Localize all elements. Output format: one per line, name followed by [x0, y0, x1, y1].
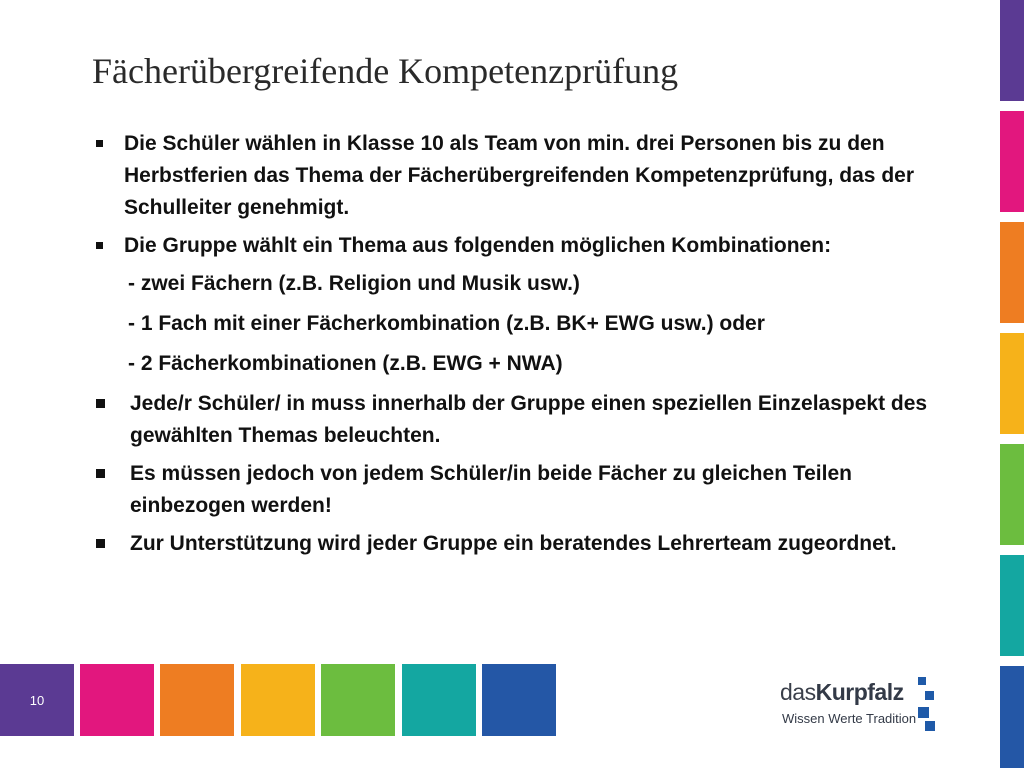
bottom-block-magenta	[80, 664, 154, 736]
kurpfalz-logo	[780, 679, 940, 739]
square-bullet-icon	[96, 469, 105, 478]
sub-item: - zwei Fächern (z.B. Religion und Musik usw.)	[128, 272, 580, 295]
logo-square-icon	[925, 691, 934, 700]
bullet-text: Zur Unterstützung wird jeder Gruppe ein beratendes Lehrerteam zugeordnet.	[130, 532, 897, 555]
bullet-item	[92, 128, 952, 224]
logo-prefix: das	[780, 679, 816, 705]
bottom-block-green	[321, 664, 395, 736]
logo-tagline: Wissen Werte Tradition	[782, 711, 917, 726]
square-bullet-icon	[96, 399, 105, 408]
bullet-item	[92, 388, 952, 452]
bottom-block-orange	[160, 664, 234, 736]
square-bullet-icon	[96, 140, 103, 147]
bullet-text: Es müssen jedoch von jedem Schüler/in beide Fächer zu gleichen Teilen einbezogen werden!	[130, 462, 852, 517]
bullet-item	[92, 458, 952, 522]
logo-square-icon	[918, 677, 926, 685]
logo-name: Kurpfalz	[815, 679, 904, 705]
page-number-text: 10	[29, 692, 45, 708]
logo-wordmark	[780, 679, 904, 706]
bullet-text: Die Schüler wählen in Klasse 10 als Team von min. drei Personen bis zu den Herbstferien das Thema der Fächerübergreifenden Kompetenzprüfung, das der Schulleiter genehmigt.	[124, 132, 914, 219]
bullet-text: Die Gruppe wählt ein Thema aus folgenden möglichen Kombinationen:	[124, 234, 832, 257]
bottom-block-teal	[402, 664, 476, 736]
right-stripe-orange	[1000, 222, 1024, 323]
square-bullet-icon	[96, 539, 105, 548]
sub-item: - 2 Fächerkombinationen (z.B. EWG + NWA)	[128, 352, 563, 375]
bullet-item	[92, 230, 952, 262]
square-bullet-icon	[96, 242, 103, 249]
page-number	[0, 664, 74, 736]
right-stripe-yellow	[1000, 333, 1024, 434]
right-stripe-teal	[1000, 555, 1024, 656]
bottom-block-blue	[482, 664, 556, 736]
right-stripe-green	[1000, 444, 1024, 545]
logo-square-icon	[925, 721, 935, 731]
right-stripe-purple	[1000, 0, 1024, 101]
bottom-block-yellow	[241, 664, 315, 736]
slide-title: Fächerübergreifende Kompetenzprüfung	[92, 51, 679, 91]
logo-square-icon	[918, 707, 929, 718]
bullet-text: Jede/r Schüler/ in muss innerhalb der Gruppe einen speziellen Einzelaspekt des gewählten Themas beleuchten.	[130, 392, 928, 447]
right-stripe-blue	[1000, 666, 1024, 768]
right-stripe-magenta	[1000, 111, 1024, 212]
bullet-item	[92, 528, 952, 560]
slide-content	[92, 128, 952, 566]
sub-item: - 1 Fach mit einer Fächerkombination (z.B. BK+ EWG usw.) oder	[128, 312, 765, 335]
